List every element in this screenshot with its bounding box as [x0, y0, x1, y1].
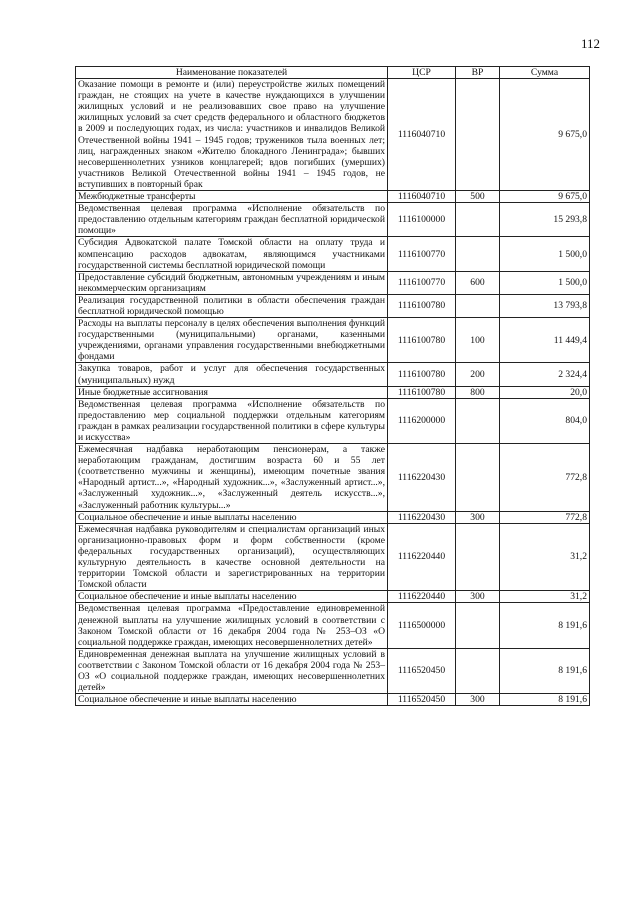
- page-number: 112: [580, 36, 600, 51]
- table-row: [76, 398, 590, 443]
- header-sum: Сумма: [500, 67, 590, 79]
- header-name: Наименование показателей: [76, 67, 388, 79]
- row-vr: 300: [456, 511, 500, 523]
- row-name: Ведомственная целевая программа «Исполнение обязательств по предоставлению мер социальной поддержки отдельным категориям граждан в рамках реализации государственной политики в сфере культуры и искусства»: [76, 398, 388, 443]
- row-sum: 8 191,6: [500, 603, 590, 648]
- row-vr: 300: [456, 694, 500, 706]
- row-sum: 772,8: [500, 444, 590, 512]
- row-vr: [456, 398, 500, 443]
- row-csr: 1116200000: [388, 398, 456, 443]
- row-sum: 20,0: [500, 386, 590, 398]
- row-csr: 1116220430: [388, 511, 456, 523]
- table-row: [76, 203, 590, 237]
- header-csr: ЦСР: [388, 67, 456, 79]
- row-sum: 9 675,0: [500, 79, 590, 191]
- table-row: [76, 79, 590, 191]
- table-row: [76, 318, 590, 363]
- row-vr: [456, 203, 500, 237]
- table-row: [76, 591, 590, 603]
- row-csr: 1116100000: [388, 203, 456, 237]
- table-row: [76, 271, 590, 294]
- row-sum: 9 675,0: [500, 191, 590, 203]
- row-csr: 1116100770: [388, 237, 456, 271]
- row-name: Субсидия Адвокатской палате Томской области на оплату труда и компенсацию расходов адвокатам, являющимся участниками государственной системы бесплатной юридической помощи: [76, 237, 388, 271]
- table-row: [76, 648, 590, 693]
- budget-table: [75, 66, 590, 706]
- row-vr: [456, 79, 500, 191]
- table-row: [76, 444, 590, 512]
- row-name: Социальное обеспечение и иные выплаты населению: [76, 591, 388, 603]
- row-sum: 8 191,6: [500, 694, 590, 706]
- row-name: Социальное обеспечение и иные выплаты населению: [76, 511, 388, 523]
- row-name: Оказание помощи в ремонте и (или) переустройстве жилых помещений граждан, не стоящих на учете в качестве нуждающихся в улучшении жилищных условий и не реализовавших свое право на улучшение жилищных условий за счет средств федерального и областного бюджетов в 2009 и последующих годах, из числа: участников и инвалидов Великой Отечественной войны 1941 – 1945 годов; тружеников тыла военных лет; лиц, награжденных знаком «Жителю блокадного Ленинграда»; бывших несовершеннолетних узников концлагерей; вдов погибших (умерших) участников Великой Отечественной войны 1941 – 1945 годов, не вступивших в повторный брак: [76, 79, 388, 191]
- table-row: [76, 694, 590, 706]
- row-sum: 8 191,6: [500, 648, 590, 693]
- row-name: Реализация государственной политики в области обеспечения граждан бесплатной юридической помощью: [76, 294, 388, 317]
- row-sum: 1 500,0: [500, 237, 590, 271]
- row-name: Закупка товаров, работ и услуг для обеспечения государственных (муниципальных) нужд: [76, 363, 388, 386]
- row-sum: 1 500,0: [500, 271, 590, 294]
- row-name: Иные бюджетные ассигнования: [76, 386, 388, 398]
- row-name: Межбюджетные трансферты: [76, 191, 388, 203]
- table-row: [76, 511, 590, 523]
- row-name: Единовременная денежная выплата на улучшение жилищных условий в соответствии с Законом Томской области от 16 декабря 2004 года № 253–ОЗ «О социальной поддержке граждан, имеющих несовершеннолетних детей»: [76, 648, 388, 693]
- row-vr: [456, 523, 500, 591]
- row-vr: [456, 444, 500, 512]
- row-sum: 13 793,8: [500, 294, 590, 317]
- table-row: [76, 191, 590, 203]
- row-csr: 1116040710: [388, 191, 456, 203]
- row-name: Расходы на выплаты персоналу в целях обеспечения выполнения функций государственными (муниципальными) органами, казенными учреждениями, органами управления государственными внебюджетными фондами: [76, 318, 388, 363]
- row-csr: 1116100780: [388, 294, 456, 317]
- row-csr: 1116220440: [388, 523, 456, 591]
- row-vr: [456, 603, 500, 648]
- row-name: Ежемесячная надбавка неработающим пенсионерам, а также неработающим гражданам, достигшим возраста 60 и 55 лет (соответственно мужчины и женщины), имеющим почетные звания «Народный артист...», «Народный художник...», «Заслуженный артист...», «Заслуженный художник...», «Заслуженный деятель искусств...», «Заслуженный работник культуры...»: [76, 444, 388, 512]
- row-sum: 804,0: [500, 398, 590, 443]
- row-vr: [456, 294, 500, 317]
- row-csr: 1116520450: [388, 648, 456, 693]
- table-row: [76, 523, 590, 591]
- row-vr: 300: [456, 591, 500, 603]
- row-sum: 772,8: [500, 511, 590, 523]
- row-sum: 31,2: [500, 523, 590, 591]
- table-row: [76, 294, 590, 317]
- row-vr: 100: [456, 318, 500, 363]
- row-vr: 600: [456, 271, 500, 294]
- row-vr: [456, 237, 500, 271]
- row-sum: 2 324,4: [500, 363, 590, 386]
- row-name: Ведомственная целевая программа «Исполнение обязательств по предоставлению отдельным категориям граждан бесплатной юридической помощи»: [76, 203, 388, 237]
- row-sum: 11 449,4: [500, 318, 590, 363]
- row-name: Социальное обеспечение и иные выплаты населению: [76, 694, 388, 706]
- row-name: Ежемесячная надбавка руководителям и специалистам организаций иных организационно-правовых форм и форм собственности (кроме федеральных государственных организаций), осуществляющих культурную деятельность в качестве основной деятельности на территории Томской области и зарегистрированных на территории Томской области: [76, 523, 388, 591]
- row-name: Предоставление субсидий бюджетным, автономным учреждениям и иным некоммерческим организациям: [76, 271, 388, 294]
- row-vr: 200: [456, 363, 500, 386]
- row-sum: 31,2: [500, 591, 590, 603]
- row-csr: 1116520450: [388, 694, 456, 706]
- row-csr: 1116100780: [388, 386, 456, 398]
- row-csr: 1116220440: [388, 591, 456, 603]
- table-row: [76, 603, 590, 648]
- table-header-row: [76, 67, 590, 79]
- header-vr: ВР: [456, 67, 500, 79]
- row-name: Ведомственная целевая программа «Предоставление единовременной денежной выплаты на улучшение жилищных условий в соответствии с Законом Томской области от 16 декабря 2004 года № 253–ОЗ «О социальной поддержке граждан, имеющих несовершеннолетних детей»: [76, 603, 388, 648]
- row-csr: 1116100780: [388, 363, 456, 386]
- row-sum: 15 293,8: [500, 203, 590, 237]
- row-vr: 800: [456, 386, 500, 398]
- row-csr: 1116100780: [388, 318, 456, 363]
- table-row: [76, 237, 590, 271]
- table-row: [76, 386, 590, 398]
- row-vr: 500: [456, 191, 500, 203]
- row-csr: 1116040710: [388, 79, 456, 191]
- row-csr: 1116100770: [388, 271, 456, 294]
- row-csr: 1116220430: [388, 444, 456, 512]
- table-row: [76, 363, 590, 386]
- row-csr: 1116500000: [388, 603, 456, 648]
- row-vr: [456, 648, 500, 693]
